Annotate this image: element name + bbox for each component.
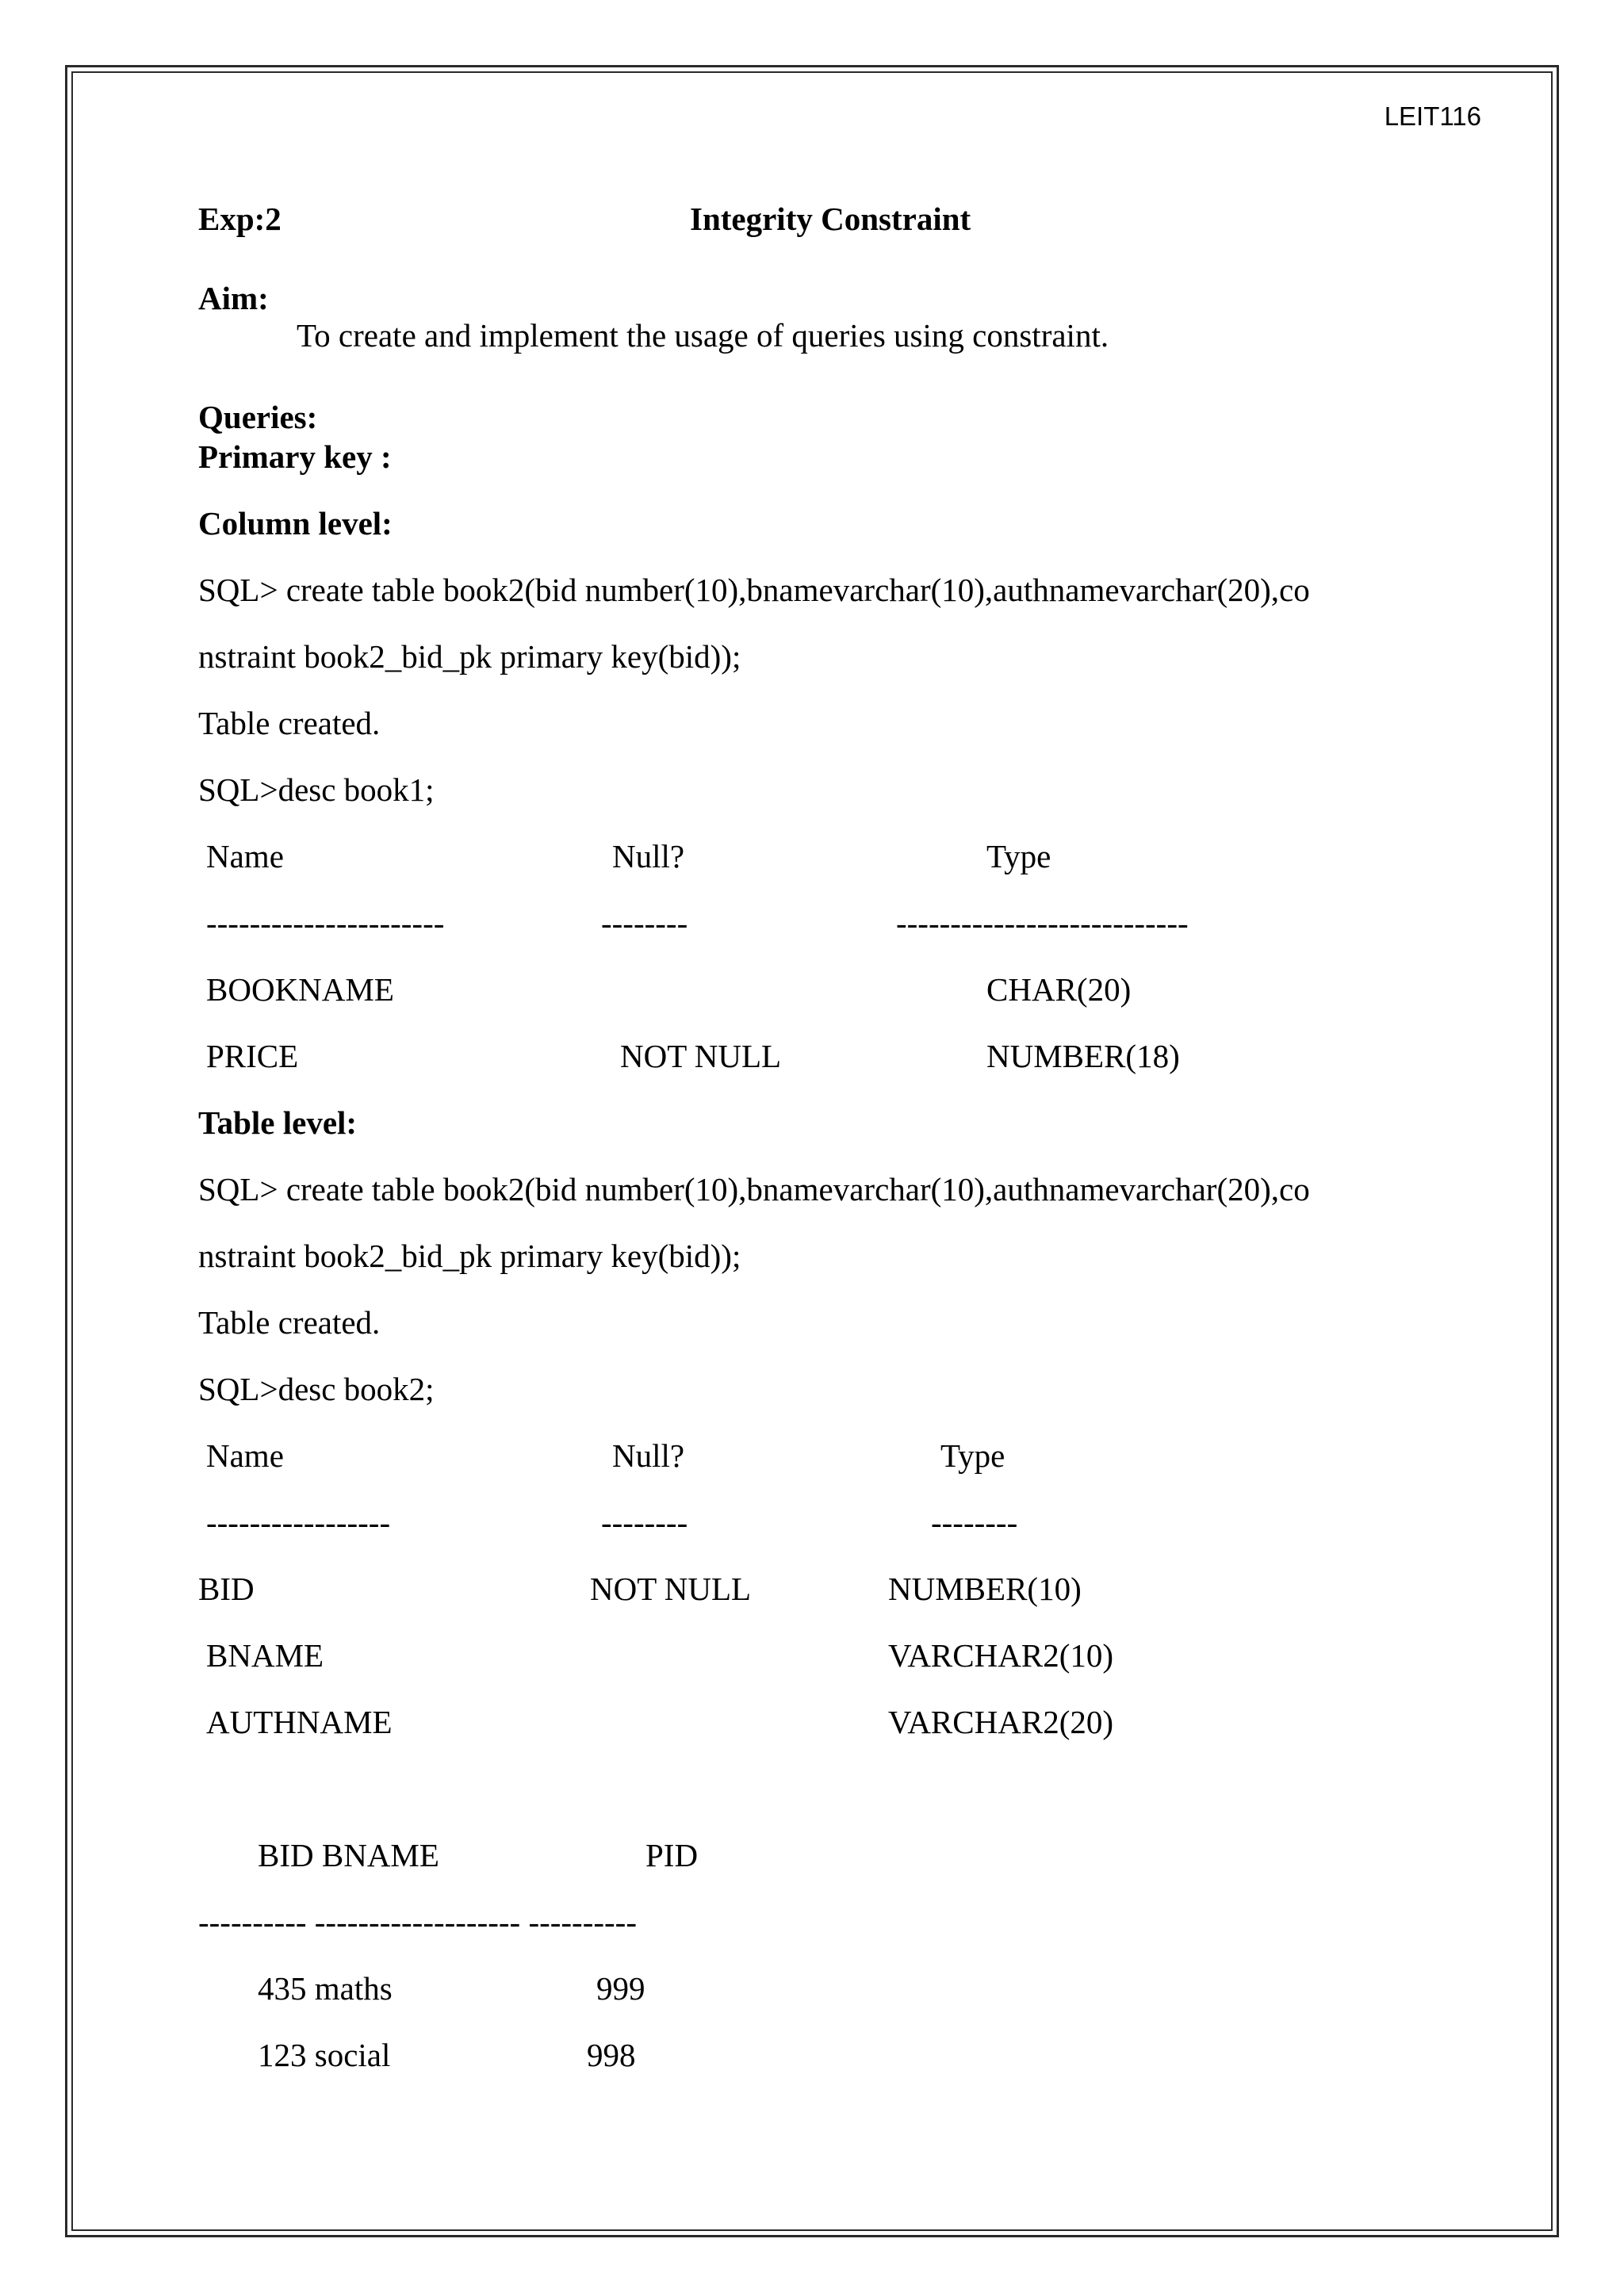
desc2-header-type: Type — [940, 1437, 1005, 1474]
aim-label: Aim: — [198, 280, 269, 316]
queries-label: Queries: — [198, 399, 318, 435]
primary-key-label: Primary key : — [198, 438, 392, 475]
table-level-sql-line1: SQL> create table book2(bid number(10),bnamevarchar(10),authnamevarchar(20),co — [198, 1171, 1310, 1207]
select-header-pid: PID — [645, 1837, 699, 1873]
desc2-row2-name: BNAME — [206, 1637, 324, 1674]
desc1-header-type: Type — [986, 838, 1051, 874]
desc2-dashes-name: ----------------- — [206, 1504, 391, 1540]
desc2-row1-name: BID — [198, 1571, 255, 1607]
select-row1-pid: 999 — [596, 1970, 645, 2007]
desc2-dashes-type: -------- — [931, 1504, 1018, 1540]
aim-text: To create and implement the usage of queries using constraint. — [297, 317, 1109, 354]
experiment-title: Integrity Constraint — [690, 201, 971, 237]
column-level-heading: Column level: — [198, 505, 393, 541]
select-row2-bid-bname: 123 social — [258, 2037, 391, 2073]
table-level-heading: Table level: — [198, 1104, 358, 1141]
document-code: LEIT116 — [1384, 101, 1481, 131]
desc1-row1-type: CHAR(20) — [986, 971, 1132, 1008]
table-level-desc-command: SQL>desc book2; — [198, 1371, 435, 1407]
desc2-row1-type: NUMBER(10) — [888, 1571, 1082, 1607]
column-level-desc-command: SQL>desc book1; — [198, 771, 435, 808]
desc1-dashes-type: --------------------------- — [896, 905, 1189, 941]
select-dashes: ---------- ------------------- ---------- — [198, 1904, 637, 1940]
table-level-result: Table created. — [198, 1304, 381, 1341]
desc1-row2-null: NOT NULL — [620, 1038, 782, 1074]
column-level-sql-line1: SQL> create table book2(bid number(10),bnamevarchar(10),authnamevarchar(20),co — [198, 572, 1310, 608]
desc2-header-null: Null? — [612, 1437, 685, 1474]
desc1-dashes-name: ---------------------- — [206, 905, 445, 941]
desc1-row2-name: PRICE — [206, 1038, 299, 1074]
desc2-dashes-null: -------- — [601, 1504, 688, 1540]
desc2-row1-null: NOT NULL — [590, 1571, 752, 1607]
desc1-row2-type: NUMBER(18) — [986, 1038, 1180, 1074]
desc2-row2-type: VARCHAR2(10) — [888, 1637, 1113, 1674]
desc2-header-name: Name — [206, 1437, 284, 1474]
select-header-bid-bname: BID BNAME — [258, 1837, 439, 1873]
column-level-sql-line2: nstraint book2_bid_pk primary key(bid)); — [198, 638, 741, 675]
desc1-row1-name: BOOKNAME — [206, 971, 394, 1008]
desc2-row3-type: VARCHAR2(20) — [888, 1704, 1113, 1740]
desc1-header-name: Name — [206, 838, 284, 874]
select-row2-pid: 998 — [587, 2037, 636, 2073]
experiment-number: Exp:2 — [198, 201, 282, 237]
desc1-header-null: Null? — [612, 838, 685, 874]
desc2-row3-name: AUTHNAME — [206, 1704, 393, 1740]
table-level-sql-line2: nstraint book2_bid_pk primary key(bid)); — [198, 1238, 741, 1274]
desc1-dashes-null: -------- — [601, 905, 688, 941]
select-row1-bid-bname: 435 maths — [258, 1970, 393, 2007]
column-level-result: Table created. — [198, 705, 381, 741]
